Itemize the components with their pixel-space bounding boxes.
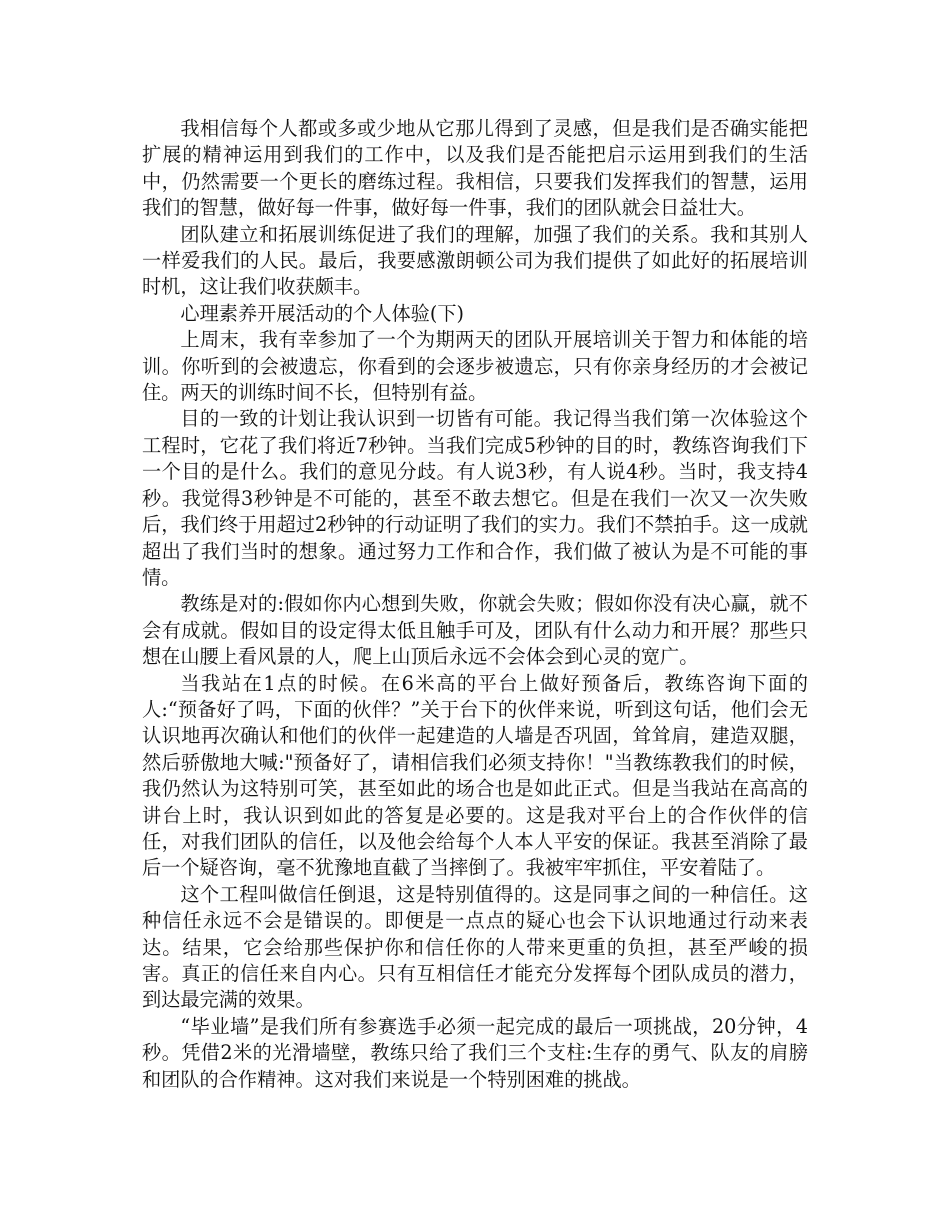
paragraph: 目的一致的计划让我认识到一切皆有可能。我记得当我们第一次体验这个工程时，它花了我们将近7秒钟。当我们完成5秒钟的目的时，教练咨询我们下一个目的是什么。我们的意见分歧。有人说3秒，有人说4秒。当时，我支持4秒。我觉得3秒钟是不可能的，甚至不敢去想它。但是在我们一次又一次失败后，我们终于用超过2秒钟的行动证明了我们的实力。我们不禁拍手。这一成就超出了我们当时的想象。通过努力工作和合作，我们做了被认为是不可能的事情。 [142, 407, 808, 589]
paragraph: 教练是对的:假如你内心想到失败，你就会失败；假如你没有决心赢，就不会有成就。假如目的设定得太低且触手可及，团队有什么动力和开展？那些只想在山腰上看风景的人，爬上山顶后永远不会体会到心灵的宽广。 [142, 592, 808, 669]
paragraph: 这个工程叫做信任倒退，这是特别值得的。这是同事之间的一种信任。这种信任永远不会是错误的。即便是一点点的疑心也会下认识地通过行动来表达。结果，它会给那些保护你和信任你的人带来更重的负担，甚至严峻的损害。真正的信任来自内心。只有互相信任才能充分发挥每个团队成员的潜力，到达最完满的效果。 [142, 882, 808, 1012]
paragraph: 我相信每个人都或多或少地从它那儿得到了灵感，但是我们是否确实能把扩展的精神运用到我们的工作中，以及我们是否能把启示运用到我们的生活中，仍然需要一个更长的磨练过程。我相信，只要我们发挥我们的智慧，运用我们的智慧，做好每一件事，做好每一件事，我们的团队就会日益壮大。 [142, 117, 808, 220]
paragraph: “毕业墙”是我们所有参赛选手必须一起完成的最后一项挑战，20分钟，4秒。凭借2米的光滑墙壁，教练只给了我们三个支柱:生存的勇气、队友的肩膀和团队的合作精神。这对我们来说是一个特别困难的挑战。 [142, 1014, 808, 1091]
paragraph: 团队建立和拓展训练促进了我们的理解，加强了我们的关系。我和其别人一样爱我们的人民。最后，我要感激朗顿公司为我们提供了如此好的拓展培训时机，这让我们收获颇丰。 [142, 222, 808, 299]
paragraph: 上周末，我有幸参加了一个为期两天的团队开展培训关于智力和体能的培训。你听到的会被遗忘，你看到的会逐步被遗忘，只有你亲身经历的才会被记住。两天的训练时间不长，但特别有益。 [142, 328, 808, 405]
paragraph: 当我站在1点的时候。在6米高的平台上做好预备后，教练咨询下面的人:“预备好了吗，下面的伙伴？”关于台下的伙伴来说，听到这句话，他们会无认识地再次确认和他们的伙伴一起建造的人墙是否巩固，耸耸肩，建造双腿，然后骄傲地大喊:"预备好了，请相信我们必须支持你！"当教练教我们的时候，我仍然认为这特别可笑，甚至如此的场合也是如此正式。但是当我站在高高的讲台上时，我认识到如此的答复是必要的。这是我对平台上的合作伙伴的信任，对我们团队的信任，以及他会给每个人本人平安的保证。我甚至消除了最后一个疑咨询，毫不犹豫地直截了当摔倒了。我被牢牢抓住，平安着陆了。 [142, 671, 808, 880]
document-body [142, 116, 808, 1093]
section-heading: 心理素养开展活动的个人体验(下) [180, 301, 464, 325]
